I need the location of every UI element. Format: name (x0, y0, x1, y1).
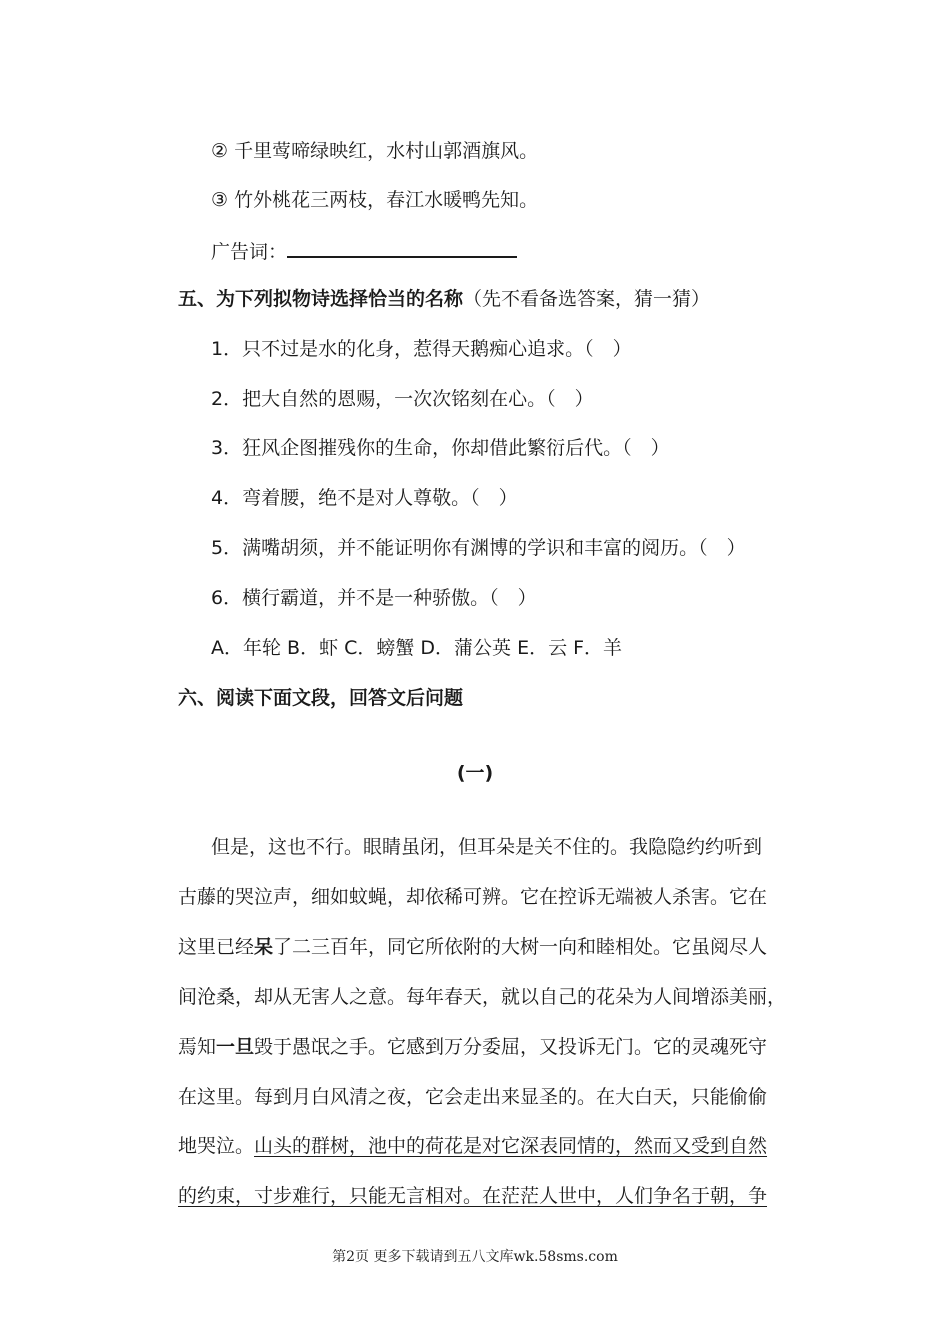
section-6-heading: 六、阅读下面文段，回答文后问题 (178, 687, 464, 709)
ad-answer-blank (287, 238, 517, 258)
section-5-heading (178, 287, 710, 311)
passage-line-5-a: 焉知 (178, 1036, 217, 1058)
passage-line-3 (178, 935, 767, 959)
section-5-title: 五、为下列拟物诗选择恰当的名称 (178, 288, 464, 310)
part-title: (一) (456, 762, 494, 784)
passage-line-7 (178, 1134, 767, 1158)
bold-word-yidan: 一旦 (216, 1036, 255, 1058)
passage-line-4: 间沧桑，却从无害人之意。每年春天，就以自己的花朵为人间增添美丽， (178, 986, 787, 1008)
question-5: 5．满嘴胡须，并不能证明你有渊博的学识和丰富的阅历。（ ） (211, 537, 746, 559)
passage-line-3-a: 这里已经 (178, 936, 255, 958)
question-4: 4．弯着腰，绝不是对人尊敬。（ ） (211, 487, 518, 509)
ad-label: 广告词： (211, 241, 288, 263)
passage-line-1: 但是，这也不行。眼睛虽闭，但耳朵是关不住的。我隐隐约约听到 (211, 836, 763, 858)
question-3: 3．狂风企图摧残你的生命，你却借此繁衍后代。（ ） (211, 437, 670, 459)
passage-line-7-a: 地哭泣。 (178, 1135, 255, 1157)
underlined-sentence-1: 山头的群树，池中的荷花是对它深表同情的，然而又受到自然 (254, 1135, 768, 1157)
bold-word-dai: 呆 (254, 936, 274, 958)
poem-item-2: ② 千里莺啼绿映红，水村山郭酒旗风。 (211, 140, 539, 162)
underlined-sentence-2: 的约束，寸步难行，只能无言相对。在茫茫人世中，人们争名于朝，争 (178, 1185, 768, 1207)
passage-line-3-c: 了二三百年，同它所依附的大树一向和睦相处。它虽阅尽人 (273, 936, 768, 958)
passage-line-5 (178, 1035, 767, 1059)
answer-options: A．年轮 B．虾 C．螃蟹 D．蒲公英 E．云 F．羊 (211, 637, 623, 659)
section-5-note: （先不看备选答案，猜一猜） (463, 288, 711, 310)
question-2: 2．把大自然的恩赐，一次次铭刻在心。（ ） (211, 388, 594, 410)
passage-line-5-c: 毁于愚氓之手。它感到万分委屈，又投诉无门。它的灵魂死守 (254, 1036, 768, 1058)
ad-slogan-line (211, 238, 517, 264)
poem-item-3: ③ 竹外桃花三两枝，春江水暖鸭先知。 (211, 189, 539, 211)
question-1: 1．只不过是水的化身，惹得天鹅痴心追求。（ ） (211, 338, 632, 360)
passage-line-2: 古藤的哭泣声，细如蚊蝇，却依稀可辨。它在控诉无端被人杀害。它在 (178, 886, 768, 908)
passage-line-6: 在这里。每到月白风清之夜，它会走出来显圣的。在大白天，只能偷偷 (178, 1086, 768, 1108)
question-6: 6．横行霸道，并不是一种骄傲。（ ） (211, 587, 537, 609)
page-footer: 第2页 更多下载请到五八文库wk.58sms.com (332, 1249, 618, 1265)
